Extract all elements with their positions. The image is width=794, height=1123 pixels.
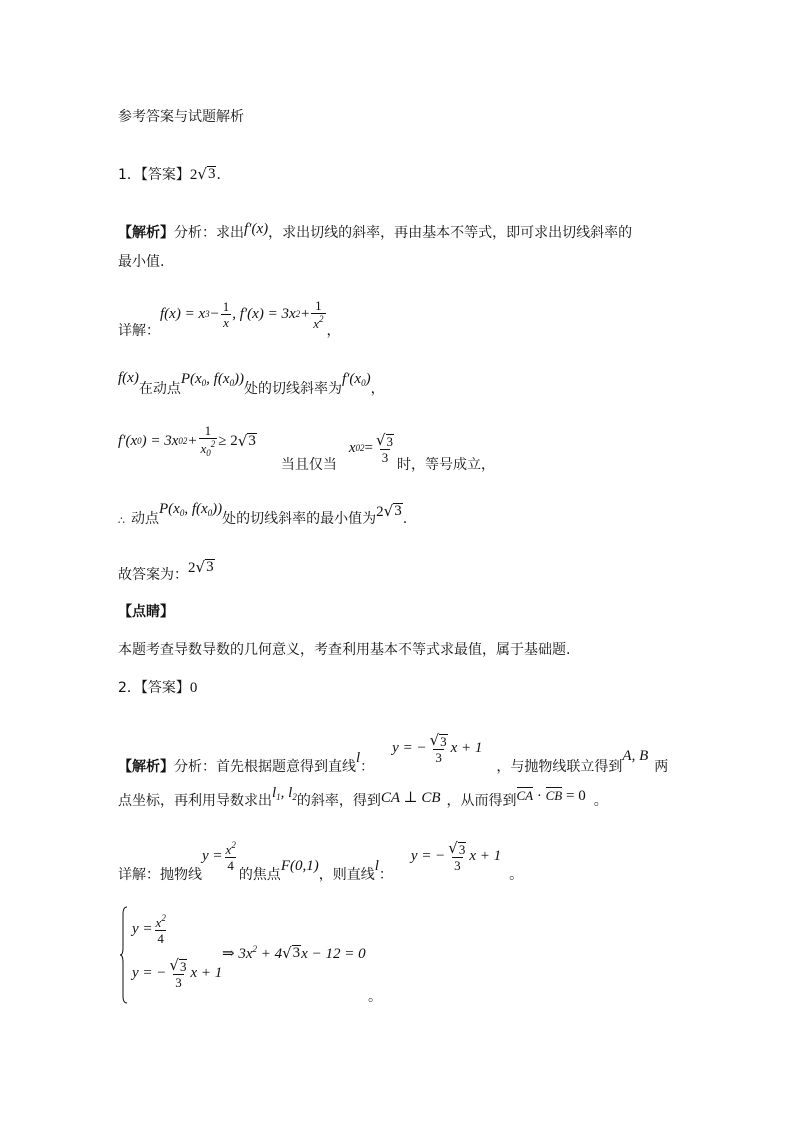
system-brace — [120, 906, 128, 1004]
q1-comment-text: 本题考查导数导数的几何意义，考查利用基本不等式求最值，属于基础题. — [118, 642, 571, 658]
q2-analysis-tag: 【解析】 — [118, 759, 174, 775]
q1-detail-tag: 详解： — [118, 323, 160, 339]
q2-answer-line — [118, 681, 197, 696]
q2-parabola: y = $\frac{x^2}{4}$ — [202, 840, 236, 873]
q1-concl-point: $P(x_0$, $f(x_0)$) — [159, 501, 223, 518]
system-end-mark: 。 — [368, 989, 382, 1005]
q1-comment-tag: 【点睛】 — [118, 604, 174, 620]
q1-conclusion-line: ∴ 动点 $P(x_0$, $f(x_0)$) 处的切线斜率的最小值为 2 √ 3 . — [118, 501, 408, 527]
q2-line-eq: y = − √ 3 3 x + 1 — [392, 731, 483, 765]
q1-min-value: 2 √ 3 — [376, 502, 402, 520]
system-result: ⇒ $3x^2 + 4$ √ 3 x − 12 = 0 — [222, 944, 366, 962]
q1-answer-value: 2 √ 3 — [189, 165, 216, 183]
q1-analysis-tag: 【解析】 — [118, 225, 174, 241]
q2-detail-line-eq: y = − √ 3 3 x + 1 — [410, 839, 502, 873]
therefore-symbol: ∴ — [118, 514, 125, 527]
q2-analysis-line-2: 点坐标，再利用导数求出 $l_1$, $l_2$ 的斜率，得到 CA ⊥ CB ，从而得到 CA · CB = 0 。 — [118, 785, 608, 809]
q1-analysis-line-2: 最小值. — [118, 254, 165, 270]
q2-detail-tag: 详解： — [118, 867, 160, 883]
q1-point-p: $P(x_0$, $f(x_0)$) — [180, 371, 244, 388]
q1-fprime-x0: $f'(x_0)$ — [341, 371, 371, 388]
q1-detail-eq: 详解： f(x) = x 3 − $\frac{1}{x}$ , f′(x) = 3x 2 + $\frac{1}{x^2}$ ， — [118, 298, 341, 339]
q1-fx: f(x) — [118, 370, 139, 386]
q2-analysis-line: 【解析】 分析：首先根据题意得到直线 l ： y = − √ 3 3 x + 1 ，与抛物线联立得到 A, B 两 — [118, 731, 669, 775]
q2-answer-value: 0 — [189, 680, 198, 696]
q2-focus: F(0,1) — [280, 858, 319, 874]
q2-detail-line: 详解： 抛物线 y = $\frac{x^2}{4}$ 的焦点 F(0,1) ，则直线 l ： y = − √ 3 3 x + 1 。 — [118, 839, 524, 883]
q1-slope-line: f(x) 在动点 $P(x_0$, $f(x_0)$) 处的切线斜率为 $f'(x_0)$ ， — [118, 370, 385, 397]
page-title: 参考答案与试题解析 — [118, 109, 244, 125]
q1-analysis-line: 【解析】分析：求出f′(x)，求出切线的斜率，再由基本不等式，即可求出切线斜率的 — [118, 221, 633, 241]
q1-answer-label: 1．【答案】 — [118, 167, 190, 183]
q2-answer-label: 2．【答案】 — [118, 680, 190, 696]
q2-points-ab: A, B — [622, 748, 649, 764]
q1-fprime: f′(x) — [244, 221, 269, 237]
q1-inequality-line: f′(x 0 ) = 3x 0 2 + $\frac{1}{x_0^2}$ ≥ 2 √ 3 当且仅当 x 0 2 = √ 3 3 时，等号成立， — [118, 423, 496, 473]
q1-final-value: 2 √ 3 — [188, 558, 214, 576]
q2-line-l: l — [356, 750, 361, 766]
q1-eq1: f(x) = x 3 − $\frac{1}{x}$ , f′(x) = 3x 2 + $\frac{1}{x^2}$ — [160, 298, 324, 331]
q2-perp: CA ⊥ CB — [380, 790, 441, 806]
q1-condition: x 0 2 = √ 3 3 — [348, 431, 394, 465]
q1-condition-text: 当且仅当 — [280, 457, 337, 473]
q1-answer-line: 1．【答案】2 √ 3 ． — [118, 165, 231, 183]
q1-inequality: f′(x 0 ) = 3x 0 2 + $\frac{1}{x_0^2}$ ≥ 2 √ 3 — [118, 423, 256, 458]
q2-l1-l2: $l_1$, $l_2$ — [272, 785, 297, 802]
system-eq-2: y = − √ 3 3 x + 1 — [132, 956, 223, 990]
q2-vector-dot: CA · CB = 0 — [516, 788, 586, 804]
q1-final-line: 故答案为： 2 √ 3 — [118, 558, 214, 583]
system-eq-1: y = $\frac{x^2}{4}$ — [132, 913, 166, 946]
